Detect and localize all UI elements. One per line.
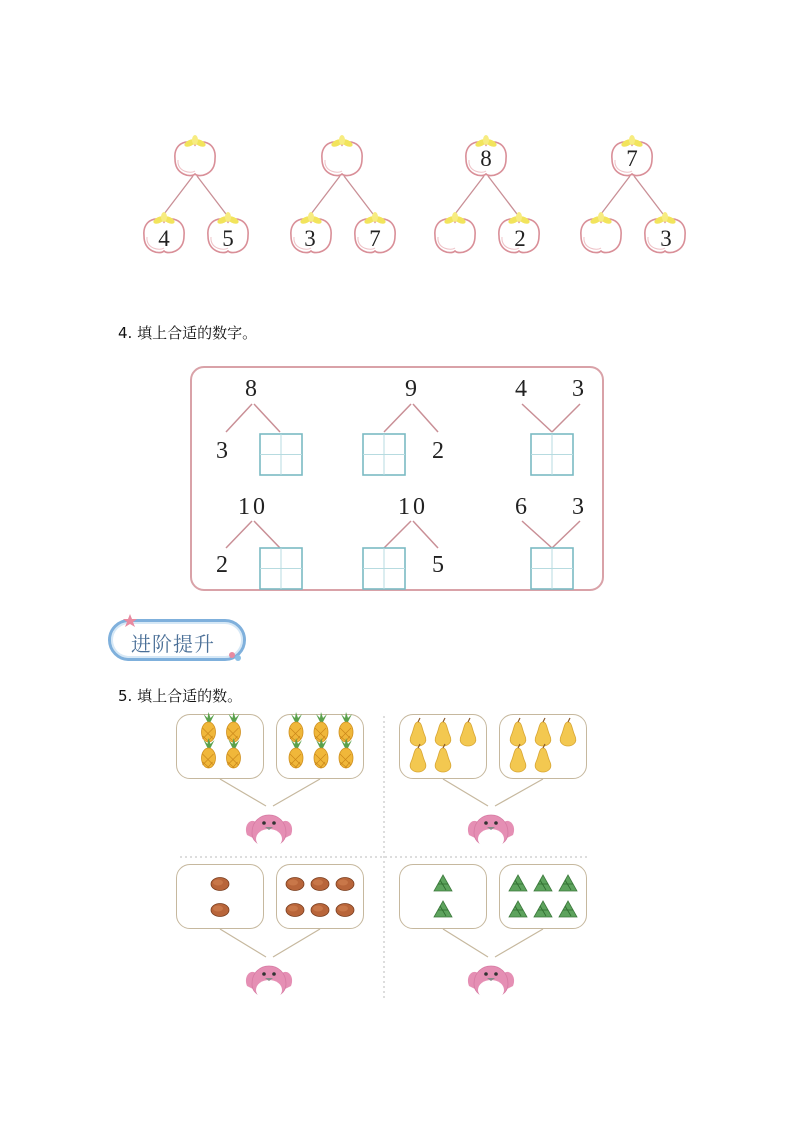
q4-item5-right: 5 xyxy=(432,552,444,578)
q5-group3-right-box[interactable] xyxy=(276,864,364,929)
q4-item5-top: 10 xyxy=(398,494,428,520)
q4-item1-top: 8 xyxy=(245,376,257,402)
q4-item4-top: 10 xyxy=(238,494,268,520)
apple-tree-2-left: 3 xyxy=(304,226,316,251)
q5-group1-left-box[interactable] xyxy=(176,714,264,779)
q4-item6-top-left: 6 xyxy=(515,494,527,520)
q5-group3-left-box[interactable] xyxy=(176,864,264,929)
q4-item3-top-left: 4 xyxy=(515,376,527,402)
apple-tree-1-left: 4 xyxy=(158,226,170,251)
q4-item2-right: 2 xyxy=(432,438,444,464)
apple-tree-3-top: 8 xyxy=(480,146,492,171)
apple-tree-1-right: 5 xyxy=(222,226,234,251)
q5-group1-right-box[interactable] xyxy=(276,714,364,779)
q4-item4-left: 2 xyxy=(216,552,228,578)
q4-item3-top-right: 3 xyxy=(572,376,584,402)
q4-item6-top-right: 3 xyxy=(572,494,584,520)
q5-group2-left-box[interactable] xyxy=(399,714,487,779)
apple-tree-2-right: 7 xyxy=(369,226,381,251)
apple-tree-4-top: 7 xyxy=(626,146,638,171)
q4-title: 4. 填上合适的数字。 xyxy=(118,324,258,342)
apple-tree-3-right: 2 xyxy=(514,226,526,251)
q5-title: 5. 填上合适的数。 xyxy=(118,687,243,705)
q4-item2-top: 9 xyxy=(405,376,417,402)
section-badge-label: 进阶提升 xyxy=(131,632,215,656)
q4-item1-left: 3 xyxy=(216,438,228,464)
q5-group4-left-box[interactable] xyxy=(399,864,487,929)
apple-tree-4-right: 3 xyxy=(660,226,672,251)
q5-group2-right-box[interactable] xyxy=(499,714,587,779)
q5-group4-right-box[interactable] xyxy=(499,864,587,929)
